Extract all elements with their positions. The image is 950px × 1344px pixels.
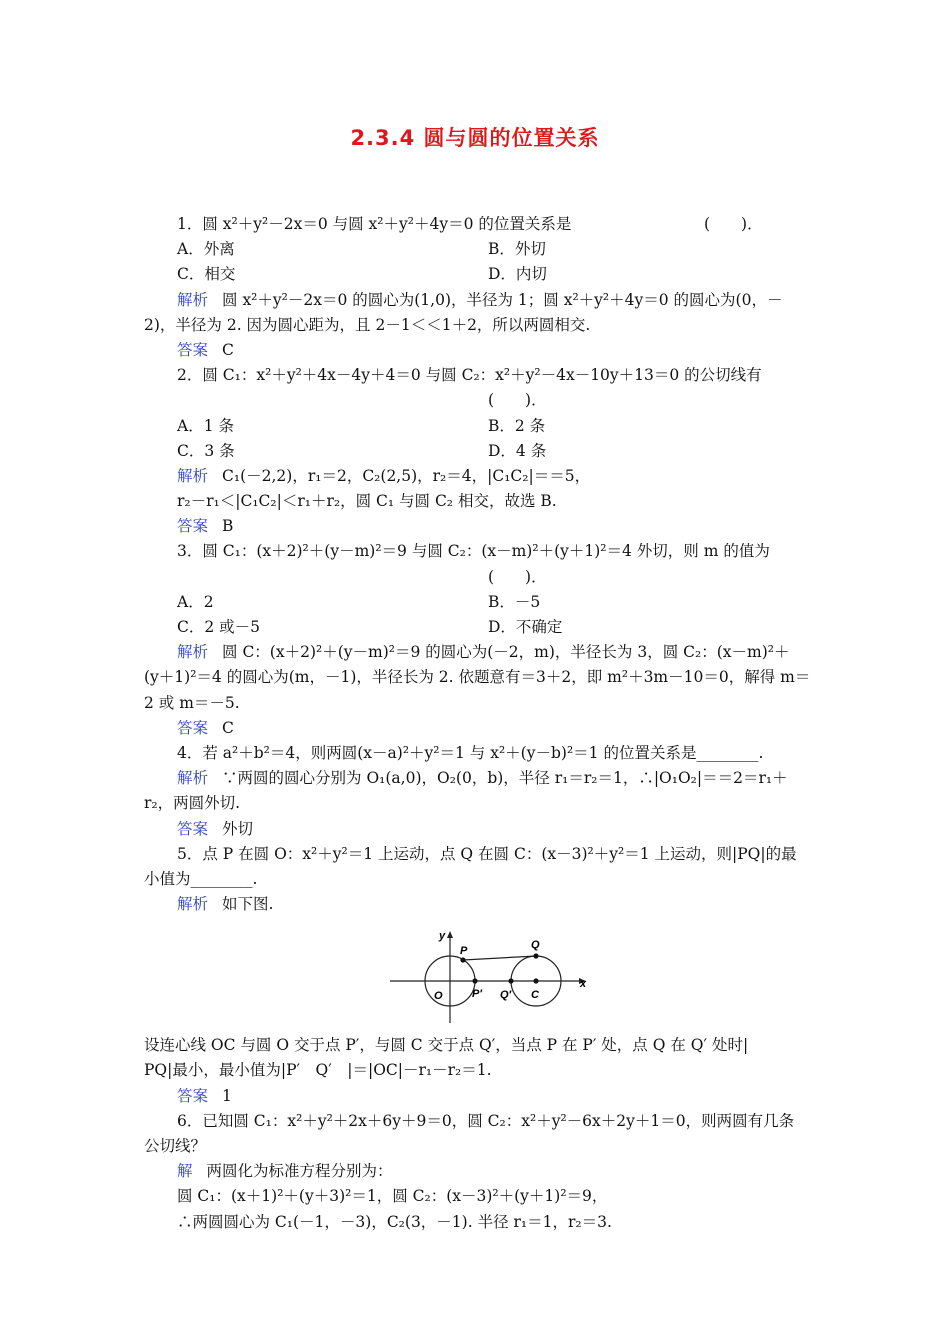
- q1-stem: [144, 212, 808, 237]
- q3-analysis-line-3: 2 或 m＝－5.: [144, 693, 240, 712]
- q3-options-row-1: [144, 590, 808, 615]
- q1-analysis-text: 圆 x²＋y²－2x＝0 的圆心为(1,0)，半径为 1；圆 x²＋y²＋4y＝0 的圆心为(0，－: [222, 290, 783, 309]
- label-p: P: [460, 945, 468, 958]
- q5-analysis: [144, 892, 808, 917]
- label-x: x: [580, 978, 587, 991]
- q3-options-row-2: [144, 615, 808, 640]
- q1-option-d: D．内切: [488, 265, 547, 284]
- q2-analysis-text: C₁(－2,2)，r₁＝2，C₂(2,5)，r₂＝4，|C₁C₂|＝＝5，: [222, 466, 591, 485]
- q3-answer-value: C: [222, 718, 234, 737]
- q1-option-b: B．外切: [488, 240, 546, 259]
- q1-stem-text: 1．圆 x²＋y²－2x＝0 与圆 x²＋y²＋4y＝0 的位置关系是: [177, 215, 572, 233]
- q5-analysis-text: 如下图.: [222, 895, 274, 914]
- q5-stem-line-1: 5．点 P 在圆 O：x²＋y²＝1 上运动，点 Q 在圆 C：(x－3)²＋y²＝1 上运动，则|PQ|的最: [177, 844, 797, 863]
- q6-stem-line-2: 公切线？: [144, 1137, 207, 1155]
- q2-option-b: B．2 条: [488, 416, 546, 435]
- q6-solution-line-2: 圆 C₁：(x＋1)²＋(y＋3)²＝1，圆 C₂：(x－3)²＋(y＋1)²＝9，: [177, 1187, 608, 1206]
- q2-paren: ( )．: [488, 391, 547, 410]
- label-y: y: [439, 930, 446, 943]
- q5-stem-line-2: 小值为________.: [144, 869, 258, 888]
- answer-label: 答案: [177, 340, 209, 359]
- point-p: [460, 958, 465, 963]
- point-p-prime: [472, 979, 477, 984]
- analysis-label: 解析: [177, 643, 209, 662]
- q2-option-a: A．1 条: [177, 416, 234, 435]
- q5-figure: [144, 917, 808, 1033]
- q1-answer: [144, 338, 808, 363]
- q5-explain-line-2: PQ|最小，最小值为|P′ Q′ |＝|OC|－r₁－r₂＝1.: [144, 1061, 492, 1080]
- label-o: O: [434, 990, 443, 1003]
- q1-options-row-2: [144, 262, 808, 287]
- q2-analysis-line-1: [144, 464, 808, 489]
- q2-option-d: D．4 条: [488, 441, 547, 460]
- q4-analysis-text: ∵两圆的圆心分别为 O₁(a,0)，O₂(0，b)，半径 r₁＝r₂＝1，∴|O₁O₂|＝＝2＝r₁＋: [222, 769, 788, 788]
- q2-stem: 2．圆 C₁：x²＋y²＋4x－4y＋4＝0 与圆 C₂：x²＋y²－4x－10y＋13＝0 的公切线有: [177, 366, 762, 385]
- q3-paren: ( )．: [488, 567, 547, 586]
- q3-analysis-line-2: (y＋1)²＝4 的圆心为(m，－1)，半径长为 2. 依题意有＝3＋2，即 m²＋3m－10＝0，解得 m＝: [144, 668, 811, 687]
- q5-answer-value: 1: [222, 1086, 232, 1105]
- q3-option-b: B．－5: [488, 592, 541, 611]
- q4-analysis-line-1: [144, 766, 808, 791]
- q3-paren-line: [144, 565, 808, 590]
- q6-solution-text: 两圆化为标准方程分别为：: [206, 1162, 393, 1181]
- q1-option-c: C．相交: [177, 265, 236, 284]
- q3-option-c: C．2 或－5: [177, 618, 261, 636]
- q2-options-row-2: [144, 439, 808, 464]
- q5-answer: [144, 1084, 808, 1109]
- q2-paren-line: [144, 388, 808, 413]
- answer-label: 答案: [177, 517, 209, 536]
- q2-options-row-1: [144, 414, 808, 439]
- q4-analysis-line-2: r₂，两圆外切.: [144, 794, 241, 813]
- solution-label: 解: [177, 1162, 193, 1181]
- q1-option-a: A．外离: [177, 240, 235, 259]
- point-q-prime: [508, 979, 513, 984]
- q1-analysis-line-1: [144, 288, 808, 313]
- q2-answer: [144, 514, 808, 539]
- q6-stem-line-1: 6．已知圆 C₁：x²＋y²＋2x＋6y＋9＝0，圆 C₂：x²＋y²－6x＋2y＋1＝0，则两圆有几条: [177, 1111, 795, 1130]
- q1-answer-value: C: [222, 340, 234, 359]
- q3-option-d: D．不确定: [488, 618, 563, 636]
- label-q-prime: Q′: [500, 989, 512, 1002]
- q3-analysis-text: 圆 C：(x＋2)²＋(y－m)²＝9 的圆心为(－2，m)，半径长为 3，圆 C₂：(x－m)²＋: [222, 643, 790, 662]
- q1-analysis-line-2: 2)，半径为 2. 因为圆心距为，且 2－1＜＜1＋2，所以两圆相交.: [144, 315, 591, 334]
- analysis-label: 解析: [177, 769, 209, 788]
- q3-stem: 3．圆 C₁：(x＋2)²＋(y－m)²＝9 与圆 C₂：(x－m)²＋(y＋1)²＝4 外切，则 m 的值为: [177, 542, 770, 561]
- q1-options-row-1: [144, 237, 808, 262]
- q1-paren: ( )．: [704, 215, 763, 233]
- q3-answer: [144, 716, 808, 741]
- answer-label: 答案: [177, 819, 209, 838]
- q5-explain-line-1: 设连心线 OC 与圆 O 交于点 P′，与圆 C 交于点 Q′，当点 P 在 P′ 处，点 Q 在 Q′ 处时|: [144, 1036, 749, 1055]
- point-c: [533, 979, 538, 984]
- q2-analysis-line-2: r₂－r₁＜|C₁C₂|＜r₁＋r₂，圆 C₁ 与圆 C₂ 相交，故选 B.: [177, 492, 557, 511]
- q3-analysis-line-1: [144, 640, 808, 665]
- label-c: C: [531, 989, 539, 1002]
- analysis-label: 解析: [177, 290, 209, 309]
- point-q: [533, 954, 538, 959]
- q3-option-a: A．2: [177, 592, 214, 611]
- two-circles-diagram: [390, 923, 600, 1023]
- label-q: Q: [531, 939, 540, 952]
- q6-solution-line-3: ∴两圆圆心为 C₁(－1，－3)，C₂(3，－1). 半径 r₁＝1，r₂＝3.: [177, 1212, 612, 1231]
- y-axis-arrow: [447, 931, 453, 938]
- q2-option-c: C．3 条: [177, 441, 235, 460]
- answer-label: 答案: [177, 1086, 209, 1105]
- q2-answer-value: B: [222, 517, 234, 536]
- q4-answer: [144, 817, 808, 842]
- q4-stem: 4．若 a²＋b²＝4，则两圆(x－a)²＋y²＝1 与 x²＋(y－b)²＝1 的位置关系是________.: [177, 743, 764, 762]
- analysis-label: 解析: [177, 895, 209, 914]
- page-title: 2.3.4 圆与圆的位置关系: [350, 126, 600, 150]
- q6-solution-line-1: [144, 1159, 808, 1184]
- document-body: [144, 212, 811, 1235]
- analysis-label: 解析: [177, 466, 209, 485]
- q4-answer-value: 外切: [222, 819, 254, 838]
- label-p-prime: P′: [472, 988, 482, 1001]
- answer-label: 答案: [177, 718, 209, 737]
